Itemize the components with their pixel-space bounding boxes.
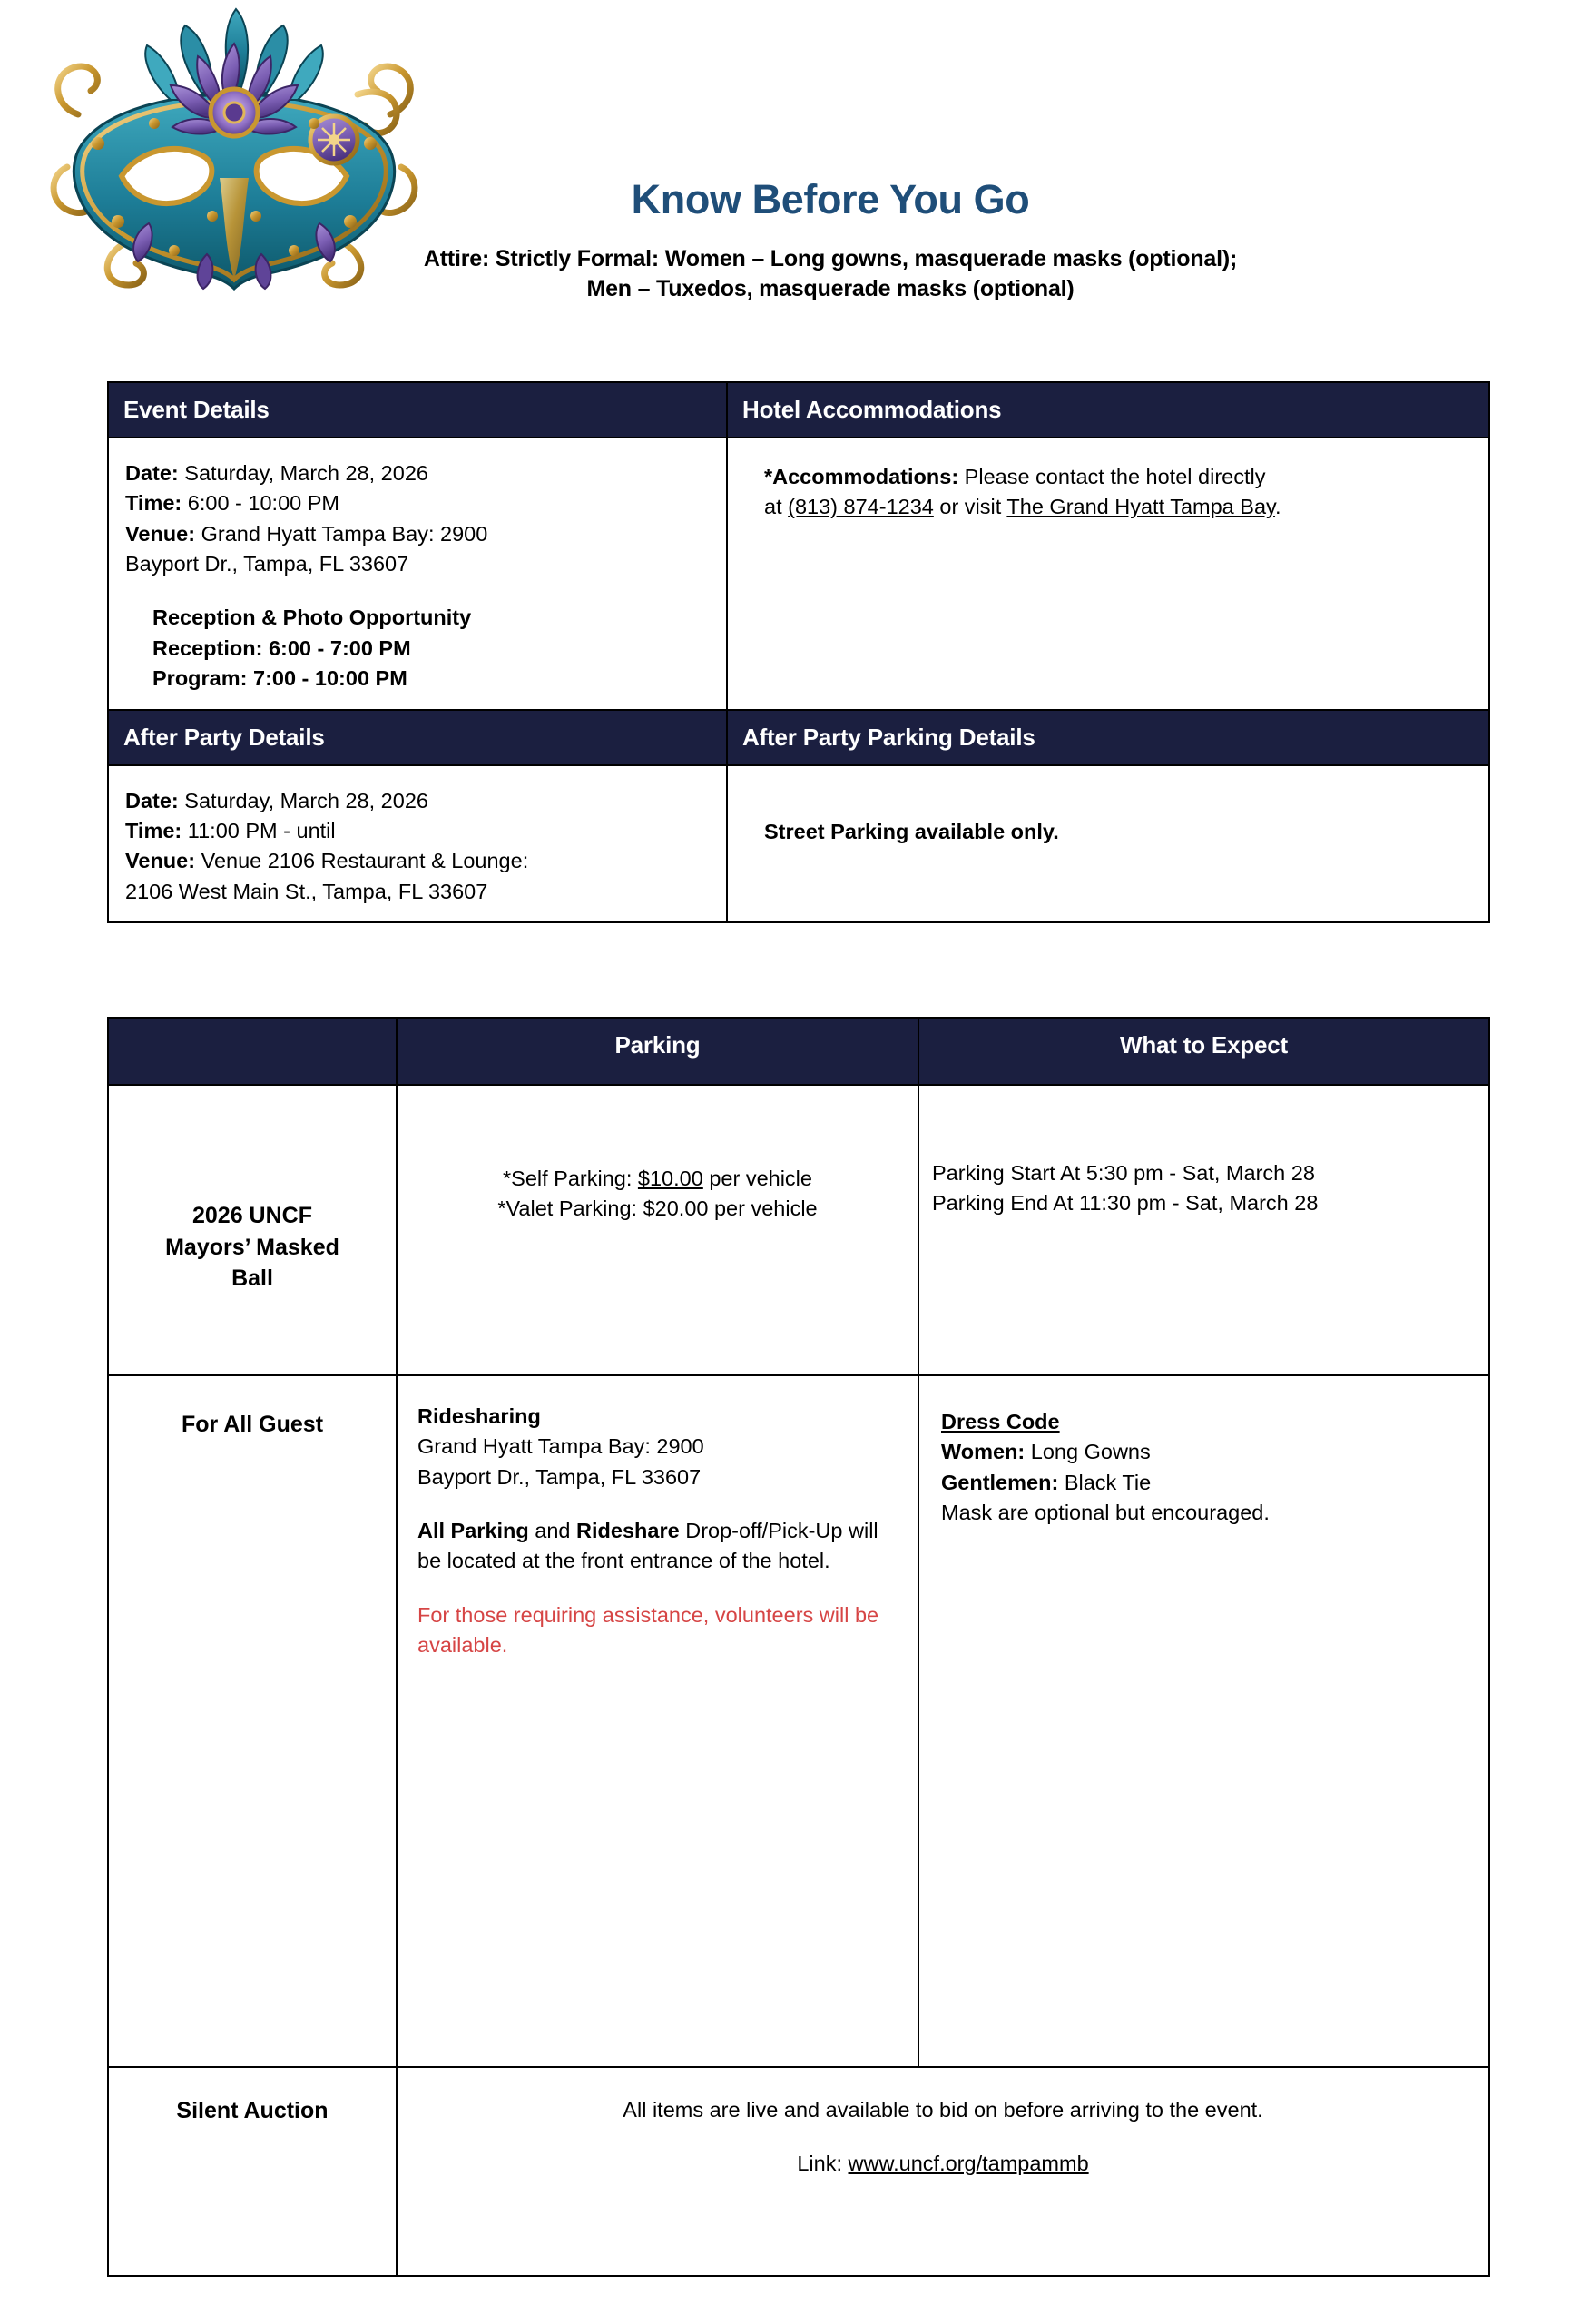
after-party-venue-line-2: 2106 West Main St., Tampa, FL 33607 [125,879,488,903]
after-party-body-cell [108,765,727,922]
row-label-ball-line1: 2026 UNCF [192,1203,312,1228]
dropoff-text: Drop-off/Pick-Up will be located at the front entrance of the hotel. [417,1519,878,1573]
row-label-ball-line2: Mayors’ Masked [165,1234,339,1260]
reception-heading: Reception & Photo Opportunity [152,606,472,630]
row-label-ball [109,1086,396,1295]
event-details-body-cell [108,438,727,710]
after-party-time-label: Time: [125,818,182,842]
ridesharing-address-1: Grand Hyatt Tampa Bay: 2900 [417,1434,704,1459]
document-header [299,178,1361,304]
event-details-header-cell [108,382,727,438]
after-party-date-value: Saturday, March 28, 2026 [184,788,428,812]
spacer [125,579,710,603]
after-party-time-line [125,816,710,846]
gentlemen-value: Black Tie [1064,1470,1152,1494]
event-details-header: Event Details [123,396,270,423]
event-time-line [125,488,710,518]
hotel-phone-link[interactable]: (813) 874-1234 [788,495,934,519]
women-label: Women: [941,1440,1026,1464]
self-parking-prefix: *Self Parking: [503,1167,638,1190]
table-row [108,710,1489,765]
auction-link[interactable]: www.uncf.org/tampammb [848,2152,1089,2176]
expect-column-header-cell [918,1018,1489,1085]
event-date-line [125,458,710,488]
or-visit-word: or visit [939,495,1002,519]
at-word: at [764,495,782,519]
event-venue-line-2: Bayport Dr., Tampa, FL 33607 [125,552,409,576]
after-party-parking-header: After Party Parking Details [742,723,1035,751]
event-venue-label: Venue: [125,521,196,546]
hotel-website-link[interactable]: The Grand Hyatt Tampa Bay [1006,495,1276,519]
dropoff-paragraph [417,1516,894,1577]
after-party-parking-body [728,766,1488,862]
ridesharing-heading: Ridesharing [417,1404,541,1428]
dress-code-body [919,1376,1488,1542]
parking-rates [398,1086,918,1225]
parking-column-header: Parking [614,1031,701,1059]
women-dress-line [941,1437,1472,1467]
program-time: Program: 7:00 - 10:00 PM [152,666,407,691]
spacer [414,2125,1472,2149]
table-row [108,382,1489,438]
event-time-value: 6:00 - 10:00 PM [187,491,339,516]
table-row [108,438,1489,710]
after-party-venue-value: Venue 2106 Restaurant & Lounge: [201,849,529,873]
parking-expectations-table [107,1017,1490,2277]
parking-times-cell [918,1085,1489,1375]
event-venue-line [125,519,710,549]
valet-parking-line: *Valet Parking: $20.00 per vehicle [497,1196,818,1221]
table-row [108,765,1489,922]
after-party-parking-body-cell [727,765,1489,922]
rideshare-bold: Rideshare [576,1519,680,1543]
self-parking-amount: $10.00 [637,1167,703,1190]
after-party-date-label: Date: [125,788,179,812]
after-party-date-line [125,786,710,816]
self-parking-suffix: per vehicle [702,1167,812,1190]
blank-corner-header-cell [108,1018,397,1085]
event-time-label: Time: [125,491,182,516]
event-date-value: Saturday, March 28, 2026 [184,461,428,485]
all-parking-bold: All Parking [417,1519,529,1543]
attire-line-2: Men – Tuxedos, masquerade masks (optional) [586,276,1075,302]
after-party-body [109,766,726,921]
parking-column-header-cell [397,1018,918,1085]
parking-end-line: Parking End At 11:30 pm - Sat, March 28 [932,1191,1319,1216]
hotel-accommodations-body-cell [727,438,1489,710]
dress-code-heading: Dress Code [941,1410,1060,1433]
row-label-ball-line3: Ball [231,1265,273,1291]
attire-line-1: Attire: Strictly Formal: Women – Long gowns, masquerade masks (optional); [423,246,1238,272]
sentence-period: . [1275,495,1281,519]
self-parking-line [410,1164,905,1194]
gentlemen-label: Gentlemen: [941,1470,1059,1494]
auction-text: All items are live and available to bid on before arriving to the event. [623,2098,1263,2122]
row-label-auction: Silent Auction [176,2098,329,2123]
event-date-label: Date: [125,461,179,485]
event-venue-value: Grand Hyatt Tampa Bay: 2900 [201,521,488,546]
parking-start-line: Parking Start At 5:30 pm - Sat, March 28 [932,1161,1315,1185]
after-party-header: After Party Details [123,723,325,751]
table-row [108,2067,1489,2276]
hotel-accommodations-header: Hotel Accommodations [742,396,1002,423]
expect-column-header: What to Expect [1120,1031,1288,1059]
link-label: Link: [797,2152,842,2176]
after-party-time-value: 11:00 PM - until [187,818,336,842]
mask-note: Mask are optional but encouraged. [941,1501,1270,1525]
reception-time: Reception: 6:00 - 7:00 PM [152,635,411,660]
row-label-cell-auction [108,2067,397,2276]
accommodations-paragraph [764,462,1467,523]
table-row [108,1085,1489,1375]
after-party-venue-label: Venue: [125,849,196,873]
after-party-parking-header-cell [727,710,1489,765]
row-label-cell-ball [108,1085,397,1375]
table-header-row [108,1018,1489,1085]
after-party-venue-line [125,846,710,876]
row-label-cell-guest [108,1375,397,2067]
parking-times [919,1086,1488,1219]
blank-corner-header [109,1019,396,1044]
row-label-guest: For All Guest [181,1412,324,1437]
table-row [108,1375,1489,2067]
and-word: and [528,1519,577,1543]
details-table [107,381,1490,923]
silent-auction-cell [397,2067,1489,2276]
parking-rates-cell [397,1085,918,1375]
after-party-header-cell [108,710,727,765]
assistance-note: For those requiring assistance, volunteers will be available. [417,1602,879,1658]
page-title: Know Before You Go [631,176,1030,222]
spacer [417,1577,894,1600]
auction-link-line [414,2149,1472,2179]
accommodations-label: *Accommodations: [764,465,959,488]
street-parking-note: Street Parking available only. [764,819,1059,843]
reception-block [125,603,710,694]
women-value: Long Gowns [1030,1440,1151,1464]
accommodations-text: Please contact the hotel directly [964,465,1266,488]
ridesharing-cell [397,1375,918,2067]
gentlemen-dress-line [941,1468,1472,1498]
hotel-accommodations-header-cell [727,382,1489,438]
hotel-accommodations-body [728,438,1488,537]
spacer [417,1492,894,1516]
event-details-body [109,438,726,709]
ridesharing-address-2: Bayport Dr., Tampa, FL 33607 [417,1464,702,1489]
dress-code-cell [918,1375,1489,2067]
ridesharing-body [398,1376,918,1676]
silent-auction-body [398,2068,1488,2194]
